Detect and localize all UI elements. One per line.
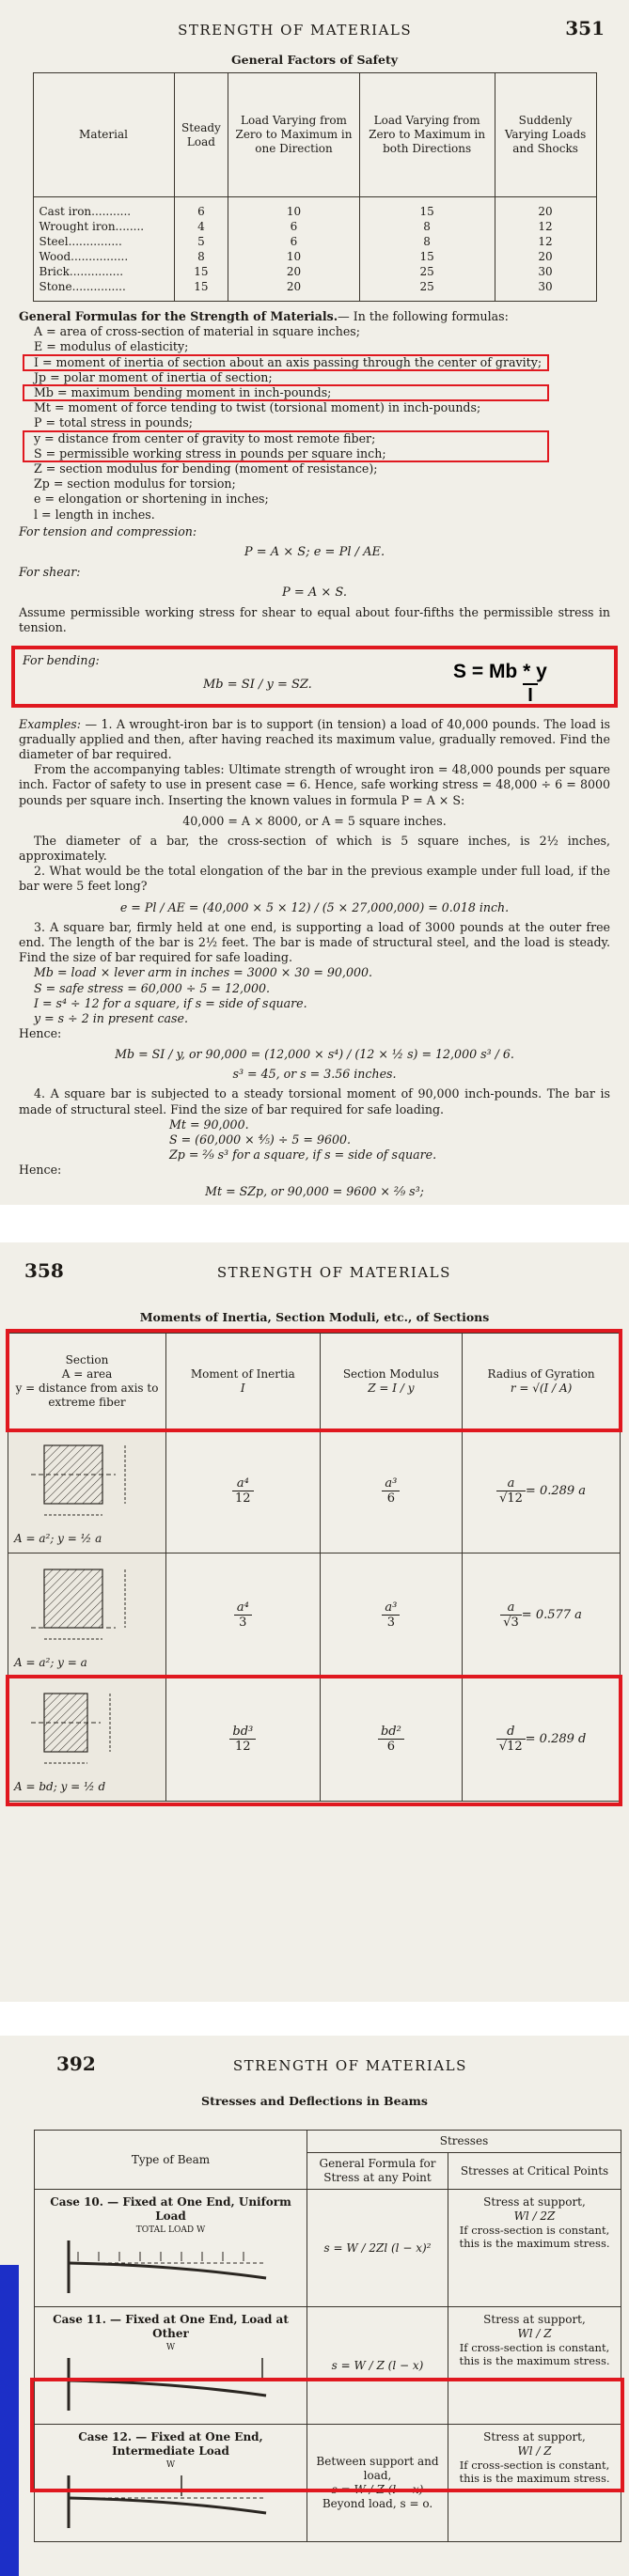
example-3-line: y = s ÷ 2 in present case.	[34, 1010, 188, 1025]
example-1-continued: From the accompanying tables: Ultimate strength of wrought iron = 48,000 pounds per square inch. Factor of safety to use in present case = 6. Hence, safe working stress = 48,000 ÷ 6 = 8000 pounds per square inch. Inserting the known values in formula P = A × S:	[19, 762, 610, 807]
example-4-line: Mt = 90,000.	[169, 1116, 249, 1132]
factor-value: 30	[495, 264, 596, 279]
page-number: 392	[56, 2053, 96, 2075]
factor-value: 10	[228, 197, 359, 220]
example-4: 4. A square bar is subjected to a steady torsional moment of 90,000 inch-pounds. The bar is made of structural steel. Find the size of bar required for safe loading.	[19, 1086, 610, 1116]
definition-item: P = total stress in pounds;	[34, 415, 193, 430]
table-row	[33, 219, 596, 234]
example-3-equation-2: s³ = 45, or s = 3.56 inches.	[232, 1067, 397, 1082]
running-head: STRENGTH OF MATERIALS	[232, 2057, 467, 2074]
fraction: $\frac{\text{bd²}}{6}$	[378, 1725, 404, 1754]
factors-header-3: Load Varying from Zero to Maximum in both Directions	[359, 73, 495, 197]
definition-item: e = elongation or shortening in inches;	[34, 492, 269, 507]
page-392	[0, 2036, 629, 2576]
factor-value: 25	[359, 264, 495, 279]
fraction: $\frac{a}{√3}$	[500, 1600, 522, 1630]
material-name: Brick...............	[33, 264, 174, 279]
moment-definition-highlight	[23, 384, 549, 401]
handwritten-annotation-denominator: I	[523, 683, 538, 707]
definition-item: Z = section modulus for bending (moment of resistance);	[34, 461, 378, 476]
critical-note: If cross-section is constant, this is the maximum stress.	[459, 2459, 610, 2485]
area-formula: A = a²; y = ½ a	[14, 1531, 102, 1545]
running-head: STRENGTH OF MATERIALS	[216, 1264, 451, 1281]
table-row	[8, 1553, 621, 1678]
general-formula: s = W / Z (l − x)	[331, 2483, 424, 2496]
factor-value: 12	[495, 234, 596, 249]
rectangle-row-highlight-box	[6, 1675, 622, 1806]
header-modulus: Section Modulus Z = I / y	[320, 1334, 463, 1429]
bending-highlight-box	[11, 646, 618, 708]
material-name: Steel...............	[33, 234, 174, 249]
factor-value: 6	[174, 197, 228, 220]
section-diagram	[12, 1562, 163, 1652]
table-row	[33, 234, 596, 249]
table-row	[8, 1429, 621, 1553]
section-cell	[8, 1429, 166, 1553]
handwritten-annotation: S = Mb * y	[453, 660, 547, 682]
modulus-cell	[320, 1553, 463, 1678]
gyration-value: = 0.577 a	[521, 1608, 582, 1622]
header-gyration: Radius of Gyration r = √(I / A)	[463, 1334, 621, 1429]
example-2: 2. What would be the total elongation of the bar in the previous example under full load, if the bar were 5 feet long?	[19, 864, 610, 894]
factor-value: 15	[359, 249, 495, 264]
moments-table-caption: Moments of Inertia, Section Moduli, etc., of Sections	[139, 1310, 490, 1324]
header-critical: Stresses at Critical Points	[448, 2153, 621, 2190]
example-4-lines	[0, 1117, 629, 1163]
load-label: W	[165, 2460, 176, 2470]
fraction: $\frac{\text{bd³}}{12}$	[229, 1725, 256, 1754]
factor-value: 20	[495, 249, 596, 264]
critical-head: Stress at support,	[483, 2195, 586, 2209]
case-title: Case 10. — Fixed at One End, Uniform Load	[50, 2195, 291, 2223]
factor-value: 12	[495, 219, 596, 234]
definition-item: Jp = polar moment of inertia of section;	[34, 369, 273, 384]
critical-formula: Wl / 2Z	[513, 2209, 556, 2223]
area-formula: A = bd; y = ½ d	[14, 1779, 106, 1793]
fraction: $\frac{\text{a⁴}}{3}$	[234, 1600, 252, 1630]
example-3: 3. A square bar, firmly held at one end, is supporting a load of 3000 pounds at the outer free end. The length of the bar is 2½ feet. The bar is made of structural steel, and the load is steady. Find the size of bar required for safe loading.	[19, 919, 610, 965]
beam-diagram	[40, 2237, 294, 2297]
inertia-cell	[166, 1553, 321, 1678]
table-row	[35, 2190, 621, 2307]
material-name: Cast iron...........	[33, 197, 174, 220]
area-formula: A = a²; y = a	[14, 1655, 87, 1669]
bending-label: For bending:	[23, 652, 100, 667]
shear-note: Assume permissible working stress for shear to equal about four-fifths the permissible stress in tension.	[19, 605, 610, 635]
beam-type-cell	[35, 2190, 307, 2307]
critical-head: Stress at support,	[483, 2313, 586, 2326]
factors-header-0: Material	[33, 73, 174, 197]
fraction: $\frac{d}{√12}$	[496, 1725, 526, 1754]
fraction: $\frac{\text{a³}}{3}$	[382, 1600, 400, 1630]
load-label: W	[165, 2343, 176, 2352]
header-type: Type of Beam	[35, 2131, 307, 2190]
inertia-cell	[166, 1429, 321, 1553]
general-note: Beyond load, s = o.	[322, 2497, 433, 2510]
page-header	[0, 0, 629, 39]
factors-of-safety-table	[33, 72, 597, 302]
fraction: $\frac{\text{a⁴}}{12}$	[232, 1476, 254, 1506]
critical-head: Stress at support,	[483, 2430, 586, 2443]
gyration-value: = 0.289 d	[525, 1732, 587, 1746]
factor-value: 8	[359, 234, 495, 249]
case-title: Case 12. — Fixed at One End, Intermediate Load	[78, 2430, 263, 2458]
case-title: Case 11. — Fixed at One End, Load at Other	[53, 2313, 289, 2340]
factor-value: 6	[228, 219, 359, 234]
critical-note: If cross-section is constant, this is the maximum stress.	[459, 2341, 610, 2367]
definition-item: y = distance from center of gravity to most remote fiber;	[34, 430, 376, 445]
page-header	[0, 2036, 629, 2075]
distance-stress-definition-highlight	[23, 430, 549, 462]
fraction: $\frac{\text{a³}}{6}$	[382, 1476, 400, 1506]
example-1-conclusion: The diameter of a bar, the cross-section of which is 5 square inches, is 2½ inches, approximately.	[19, 833, 610, 864]
factor-value: 30	[495, 279, 596, 302]
example-3-equation-1: Mb = SI / y, or 90,000 = (12,000 × s⁴) / (12 × ½ s) = 12,000 s³ / 6.	[115, 1047, 514, 1062]
factor-value: 5	[174, 234, 228, 249]
factors-header-1: Steady Load	[174, 73, 228, 197]
header-general: General Formula for Stress at any Point	[307, 2153, 448, 2190]
definition-item: Mb = maximum bending moment in inch-pounds;	[34, 385, 332, 400]
definition-item: Zp = section modulus for torsion;	[34, 476, 236, 492]
page-351	[0, 0, 629, 1205]
section-diagram	[12, 1438, 163, 1528]
critical-formula: Wl / Z	[517, 2327, 552, 2340]
example-4-hence: Hence:	[19, 1163, 62, 1178]
factor-value: 20	[228, 264, 359, 279]
example-3-line: I = s⁴ ÷ 12 for a square, if s = side of square.	[34, 995, 307, 1010]
example-3-line: Mb = load × lever arm in inches = 3000 × 30 = 90,000.	[34, 965, 372, 980]
page-gap	[0, 1205, 629, 1242]
load-label: TOTAL LOAD W	[135, 2225, 206, 2235]
factor-value: 10	[228, 249, 359, 264]
material-name: Stone...............	[33, 279, 174, 302]
factor-value: 20	[495, 197, 596, 220]
table-row	[33, 197, 596, 220]
definition-item: S = permissible working stress in pounds per square inch;	[34, 445, 386, 461]
example-1-equation: 40,000 = A × 8000, or A = 5 square inches.	[182, 813, 447, 828]
definition-item: l = length in inches.	[34, 507, 155, 522]
factor-value: 15	[174, 264, 228, 279]
gyration-cell	[463, 1429, 621, 1553]
factor-value: 6	[228, 234, 359, 249]
inertia-definition-highlight	[23, 354, 549, 371]
blue-edge-strip	[0, 2265, 19, 2576]
fraction: $\frac{a}{√12}$	[496, 1476, 526, 1506]
general-formula: s = W / Z (l − x)	[331, 2358, 424, 2372]
example-4-equation-1: Mt = SZp, or 90,000 = 9600 × ²⁄₉ s³;	[205, 1183, 424, 1198]
case-11-highlight-box	[30, 2378, 624, 2492]
general-formulas-intro: General Formulas for the Strength of Materials.— In the following formulas:	[19, 309, 509, 323]
critical-note: If cross-section is constant, this is the maximum stress.	[459, 2224, 610, 2250]
factor-value: 8	[359, 219, 495, 234]
shear-formula: P = A × S.	[281, 585, 348, 601]
header-stresses: Stresses	[307, 2131, 621, 2153]
factor-value: 8	[174, 249, 228, 264]
beams-table-caption: Stresses and Deflections in Beams	[201, 2094, 428, 2108]
running-head: STRENGTH OF MATERIALS	[178, 22, 413, 39]
header-highlight-box	[6, 1329, 622, 1432]
definition-item: Mt = moment of force tending to twist (torsional moment) in inch-pounds;	[34, 400, 481, 415]
section-cell	[8, 1553, 166, 1678]
factor-value: 4	[174, 219, 228, 234]
bending-formula: Mb = SI / y = SZ.	[203, 677, 312, 692]
gyration-cell	[463, 1553, 621, 1678]
factor-value: 25	[359, 279, 495, 302]
gyration-value: = 0.289 a	[525, 1484, 587, 1498]
page-header	[0, 1242, 629, 1282]
example-4-line: Zp = ²⁄₉ s³ for a square, if s = side of square.	[169, 1147, 437, 1163]
general-note: Between support and load,	[316, 2455, 439, 2482]
material-name: Wood................	[33, 249, 174, 264]
tension-label: For tension and compression:	[19, 523, 197, 539]
definition-item: E = modulus of elasticity;	[34, 339, 189, 354]
definition-item: A = area of cross-section of material in square inches;	[34, 324, 361, 339]
header-section: Section A = area y = distance from axis to extreme fiber	[8, 1334, 166, 1429]
definition-item: I = moment of inertia of section about an axis passing through the center of gravity;	[34, 354, 543, 369]
factors-header-2: Load Varying from Zero to Maximum in one Direction	[228, 73, 359, 197]
example-4-line: S = (60,000 × ⅘) ÷ 5 = 9600.	[169, 1132, 352, 1147]
table-row	[33, 279, 596, 302]
critical-cell	[448, 2190, 621, 2307]
example-1: Examples: — 1. A wrought-iron bar is to support (in tension) a load of 40,000 pounds. The load is gradually applied and then, after having reached its maximum value, gradually removed. Find the diameter of bar required.	[19, 716, 610, 762]
shear-label: For shear:	[19, 565, 81, 580]
example-3-lines	[0, 965, 629, 1026]
factor-value: 20	[228, 279, 359, 302]
factors-table-caption: General Factors of Safety	[230, 53, 398, 67]
page-number: 351	[565, 17, 605, 39]
modulus-cell	[320, 1429, 463, 1553]
tension-formula: P = A × S; e = Pl / AE.	[244, 545, 385, 560]
example-2-equation: e = Pl / AE = (40,000 × 5 × 12) / (5 × 27,000,000) = 0.018 inch.	[119, 899, 510, 914]
example-3-line: S = safe stress = 60,000 ÷ 5 = 12,000.	[34, 980, 271, 995]
factor-value: 15	[359, 197, 495, 220]
material-name: Wrought iron........	[33, 219, 174, 234]
critical-formula: Wl / Z	[517, 2444, 552, 2458]
header-inertia: Moment of Inertia I	[166, 1334, 321, 1429]
example-3-hence: Hence:	[19, 1026, 62, 1041]
factors-header-4: Suddenly Varying Loads and Shocks	[495, 73, 596, 197]
general-formula-cell	[307, 2190, 448, 2307]
general-formula: s = W / 2Zl (l − x)²	[323, 2240, 432, 2255]
table-row	[33, 249, 596, 264]
page-gap	[0, 2002, 629, 2036]
table-row	[33, 264, 596, 279]
page-358	[0, 1242, 629, 2002]
page-number: 358	[24, 1259, 64, 1282]
factor-value: 15	[174, 279, 228, 302]
